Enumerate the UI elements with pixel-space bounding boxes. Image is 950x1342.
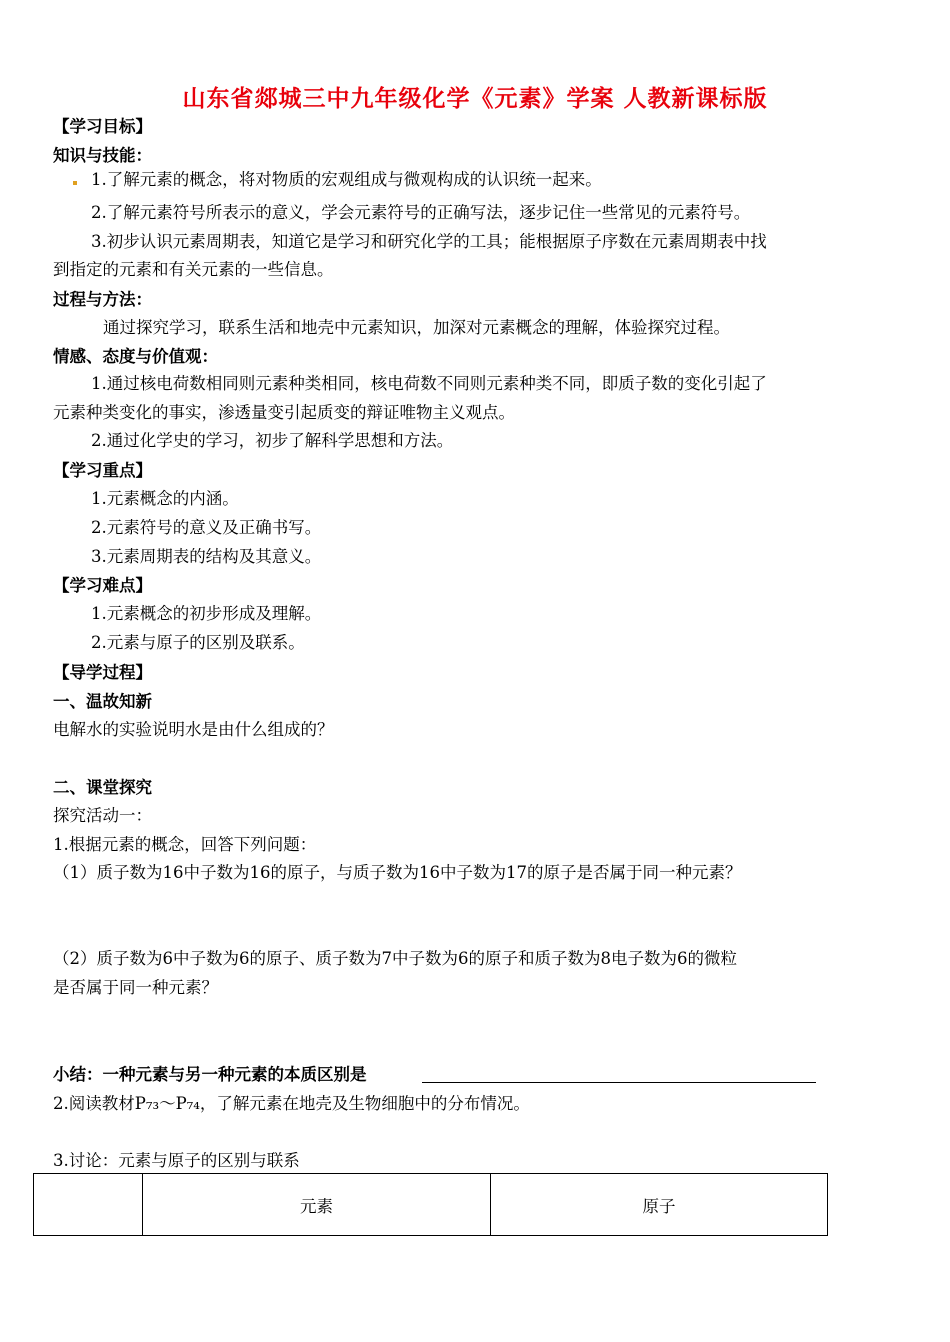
process-heading: 过程与方法： bbox=[53, 290, 152, 309]
question-3: 3.讨论：元素与原子的区别与联系 bbox=[53, 1151, 300, 1170]
key-point-3: 3.元素周期表的结构及其意义。 bbox=[91, 547, 322, 566]
explore-heading: 二、课堂探究 bbox=[53, 778, 152, 797]
objectives-heading: 【学习目标】 bbox=[53, 117, 152, 136]
table-header-element: 元素 bbox=[143, 1174, 491, 1236]
knowledge-heading: 知识与技能： bbox=[53, 146, 152, 165]
document-title: 山东省郯城三中九年级化学《元素》学案 人教新课标版 bbox=[182, 86, 768, 112]
review-heading: 一、温故知新 bbox=[53, 692, 152, 711]
knowledge-item-3a: 3.初步认识元素周期表，知道它是学习和研究化学的工具；能根据原子序数在元素周期表中找 bbox=[91, 232, 767, 251]
key-points-heading: 【学习重点】 bbox=[53, 461, 152, 480]
review-question: 电解水的实验说明水是由什么组成的？ bbox=[53, 720, 334, 739]
table-corner-cell[interactable] bbox=[34, 1174, 143, 1236]
knowledge-item-1: 1.了解元素的概念，将对物质的宏观组成与微观构成的认识统一起来。 bbox=[91, 170, 602, 189]
difficulty-2: 2.元素与原子的区别及联系。 bbox=[91, 633, 305, 652]
activity-1-label: 探究活动一： bbox=[53, 806, 152, 825]
key-point-2: 2.元素符号的意义及正确书写。 bbox=[91, 518, 322, 537]
attitude-item-1a: 1.通过核电荷数相同则元素种类相同，核电荷数不同则元素种类不同，即质子数的变化引起了 bbox=[91, 374, 767, 393]
table-header-atom: 原子 bbox=[491, 1174, 828, 1236]
difficulty-1: 1.元素概念的初步形成及理解。 bbox=[91, 604, 322, 623]
question-1-2b: 是否属于同一种元素？ bbox=[53, 978, 218, 997]
question-1-2a: （2）质子数为6中子数为6的原子、质子数为7中子数为6的原子和质子数为8电子数为6的微粒 bbox=[53, 949, 737, 968]
answer-blank-line[interactable] bbox=[422, 1082, 816, 1083]
guide-process-heading: 【导学过程】 bbox=[53, 663, 152, 682]
element-atom-table bbox=[33, 1173, 828, 1236]
attitude-item-1b: 元素种类变化的事实，渗透量变引起质变的辩证唯物主义观点。 bbox=[53, 403, 515, 422]
question-2: 2.阅读教材P₇₃～P₇₄，了解元素在地壳及生物细胞中的分布情况。 bbox=[53, 1094, 530, 1113]
key-point-1: 1.元素概念的内涵。 bbox=[91, 489, 239, 508]
highlight-marker bbox=[73, 181, 77, 185]
attitude-item-2: 2.通过化学史的学习，初步了解科学思想和方法。 bbox=[91, 431, 454, 450]
summary-label: 小结：一种元素与另一种元素的本质区别是 bbox=[53, 1065, 367, 1084]
difficulties-heading: 【学习难点】 bbox=[53, 576, 152, 595]
question-1-1: （1）质子数为16中子数为16的原子，与质子数为16中子数为17的原子是否属于同一种元素？ bbox=[53, 863, 742, 882]
question-1: 1.根据元素的概念，回答下列问题： bbox=[53, 835, 317, 854]
knowledge-item-3b: 到指定的元素和有关元素的一些信息。 bbox=[53, 260, 334, 279]
knowledge-item-2: 2.了解元素符号所表示的意义，学会元素符号的正确写法，逐步记住一些常见的元素符号。 bbox=[91, 203, 751, 222]
process-item-1: 通过探究学习，联系生活和地壳中元素知识，加深对元素概念的理解，体验探究过程。 bbox=[103, 318, 730, 337]
attitude-heading: 情感、态度与价值观： bbox=[53, 347, 218, 366]
